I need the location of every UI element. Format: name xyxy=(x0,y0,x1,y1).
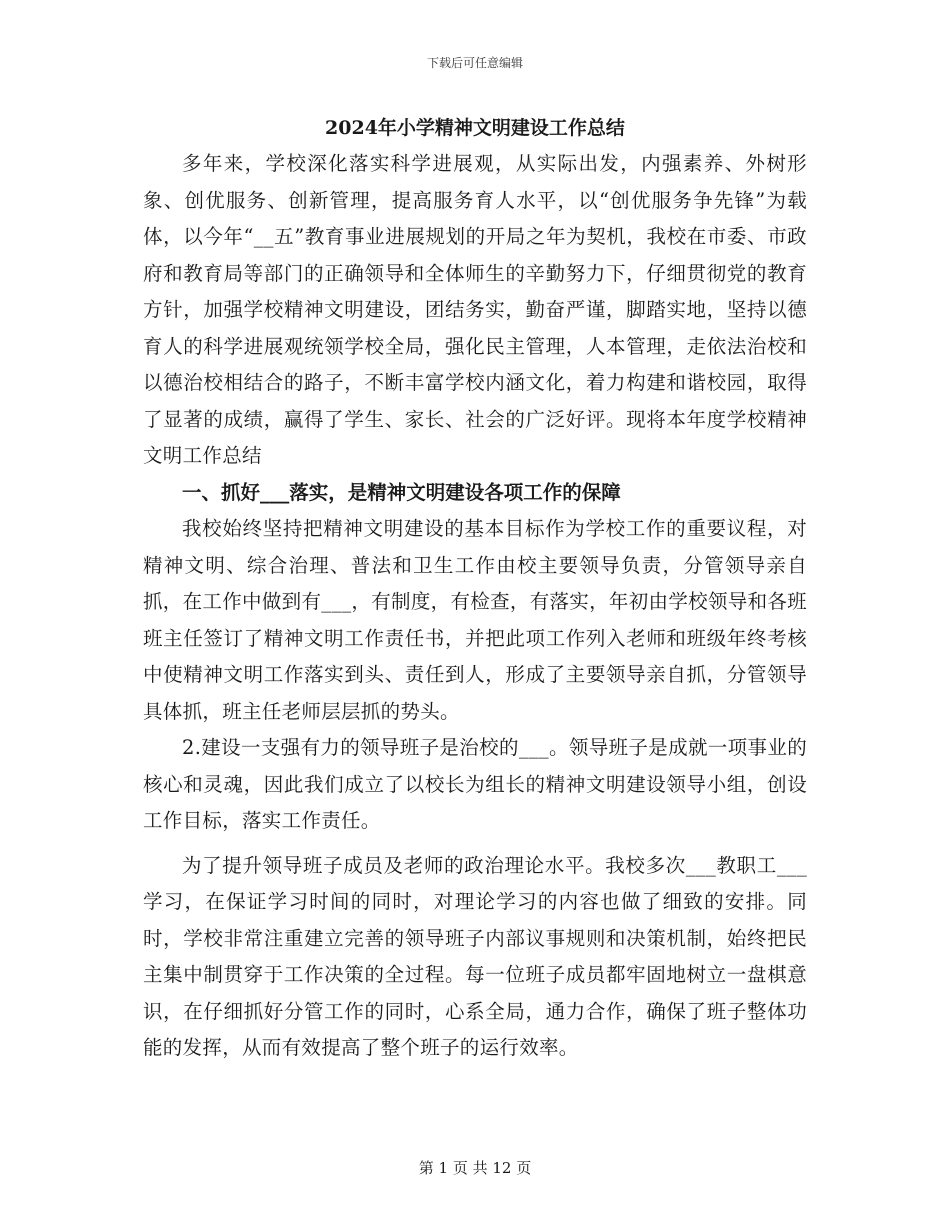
paragraph-responsibility: 我校始终坚持把精神文明建设的基本目标作为学校工作的重要议程，对精神文明、综合治理、普法和卫生工作由校主要领导负责，分管领导亲自抓，在工作中做到有___，有制度，有检查，有落实，年初由学校领导和各班班主任签订了精神文明工作责任书，并把此项工作列入老师和班级年终考核中使精神文明工作落实到头、责任到人，形成了主要领导亲自抓，分管领导具体抓，班主任老师层层抓的势头。 xyxy=(143,517,807,723)
section-heading-1: 一、抓好___落实，是精神文明建设各项工作的保障 xyxy=(182,480,621,504)
paragraph-theory-study: 为了提升领导班子成员及老师的政治理论水平。我校多次___教职工___学习，在保证学习时间的同时，对理论学习的内容也做了细致的安排。同时，学校非常注重建立完善的领导班子内部议事规则和决策机制，始终把民主集中制贯穿于工作决策的全过程。每一位班子成员都牢固地树立一盘棋意识，在仔细抓好分管工作的同时，心系全局，通力合作，确保了班子整体功能的发挥，从而有效提高了整个班子的运行效率。 xyxy=(143,853,807,1059)
page-number: 第 1 页 共 12 页 xyxy=(418,1159,532,1177)
paragraph-intro: 多年来，学校深化落实科学进展观，从实际出发，内强素养、外树形象、创优服务、创新管理，提高服务育人水平，以“创优服务争先锋”为载体，以今年“__五”教育事业进展规划的开局之年为契机，我校在市委、市政府和教育局等部门的正确领导和全体师生的辛勤努力下，仔细贯彻党的教育方针，加强学校精神文明建设，团结务实，勤奋严谨，脚踏实地，坚持以德育人的科学进展观统领学校全局，强化民主管理，人本管理，走依法治校和以德治校相结合的路子，不断丰富学校内涵文化，着力构建和谐校园，取得了显著的成绩，赢得了学生、家长、社会的广泛好评。现将本年度学校精神文明工作总结 xyxy=(143,152,807,467)
document-body xyxy=(143,110,807,1067)
header-note: 下载后可任意编辑 xyxy=(426,56,523,70)
document-title: 2024年小学精神文明建设工作总结 xyxy=(325,117,625,139)
paragraph-gap xyxy=(143,840,807,848)
paragraph-leadership: 2.建设一支强有力的领导班子是治校的___。领导班子是成就一项事业的核心和灵魂，因此我们成立了以校长为组长的精神文明建设领导小组，创设工作目标，落实工作责任。 xyxy=(143,736,807,832)
